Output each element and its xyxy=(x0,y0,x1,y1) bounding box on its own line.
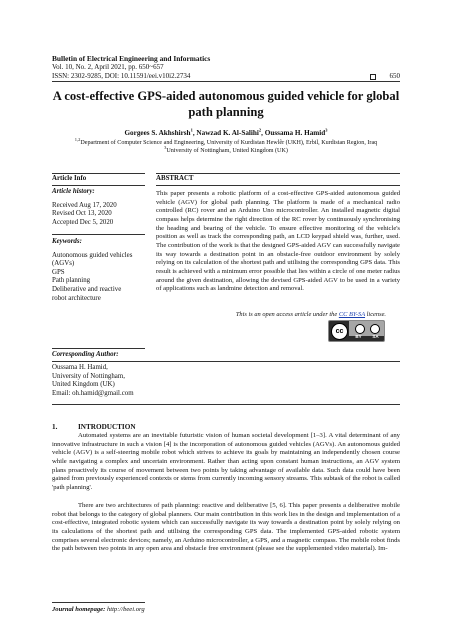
history-accepted: Accepted Dec 5, 2020 xyxy=(52,218,114,226)
journal-issn-row xyxy=(52,72,400,81)
section-number: 1. xyxy=(52,423,58,431)
badge-sa-label: SA xyxy=(372,334,379,339)
affiliation-sup: 3 xyxy=(164,144,167,150)
open-access-prefix: This is an open access article under the xyxy=(235,311,338,318)
corresponding-line: University of Nottingham, xyxy=(52,372,125,380)
abstract-rule xyxy=(156,185,400,186)
article-info-rule xyxy=(52,185,145,186)
share-alike-icon xyxy=(370,324,380,334)
by-person-icon xyxy=(355,324,365,334)
footer-rule xyxy=(52,602,145,603)
corresponding-top-rule xyxy=(52,348,145,349)
badge-labels xyxy=(350,334,384,340)
abstract-text: This paper presents a robotic platform of a cost-effective GPS-aided autonomous guided vehicle (AGV) for global path planning. The platform is made of a mechanical radio controlled (RC) rover and an Arduino Uno microcontroller. An installed magnetic digital compass helps determine the right direction of the RC rover by continuously synchronising the heading and bearing of the vehicle. To ensure effective monitoring of the vehicle's position as well as track the corresponding path, an LCD keypad shield was, further, used. The contribution of the work is that the designed GPS-aided AGV can successfully navigate its way towards a destination point in an obstacle-free outdoor environment by solely relying on its calculation of the shortest path and utilising the corresponding GPS data. This result is achieved with a minimum error possible that lies within a circle of one meter radius around the given destination, allowing the devised GPS-aided AGV to be used in a variety of applications such as landmine detection and removal. xyxy=(156,190,400,293)
abstract-top-rule xyxy=(156,173,400,174)
author-sup: 2 xyxy=(258,127,262,133)
square-icon xyxy=(370,74,376,80)
journal-issn: ISSN: 2302-9285, DOI: 10.11591/eei.v10i2.2734 xyxy=(52,72,191,80)
keyword: Path planning xyxy=(52,277,91,285)
history-label: Article history: xyxy=(52,188,95,195)
badge-by-label: BY xyxy=(355,334,362,339)
paper-title: A cost-effective GPS-aided autonomous guided vehicle for global path planning xyxy=(52,89,400,119)
corresponding-email: Email: oh.hamid@gmail.com xyxy=(52,389,134,397)
cc-logo-icon: cc xyxy=(331,323,348,340)
history-revised: Revised Oct 13, 2020 xyxy=(52,210,112,218)
corresponding-bottom-rule xyxy=(52,404,400,405)
keyword: robot architecture xyxy=(52,294,101,302)
section-title: INTRODUCTION xyxy=(78,423,136,431)
affiliation xyxy=(40,136,412,147)
cc-by-sa-badge-icon[interactable] xyxy=(328,320,385,342)
cc-license-link[interactable]: CC BY-SA xyxy=(338,311,366,318)
author-name: Nawzad K. Al-Salihi xyxy=(196,129,259,137)
author-name: Oussama H. Hamid xyxy=(264,129,326,137)
journal-homepage-link[interactable]: http://beei.org xyxy=(106,606,145,613)
corresponding-author xyxy=(52,364,252,398)
keywords-block xyxy=(52,238,145,303)
journal-name: Bulletin of Electrical Engineering and Informatics xyxy=(52,54,211,63)
keyword: GPS xyxy=(52,268,65,276)
article-info-heading: Article Info xyxy=(52,175,87,182)
article-info-top-rule xyxy=(52,173,145,174)
header-rule xyxy=(52,81,400,82)
abstract-heading: ABSTRACT xyxy=(156,175,194,182)
affiliation xyxy=(40,144,412,155)
body-paragraph: Automated systems are an inevitable futuristic vision of human societal development [1–3]. A vital determinant of any innovative infrastructure in such a vision [4] is the incorporation of autonomous guided vehicles (AGVs). An autonomous guided vehicle (AGV) is a self-steering mobile robot which strives to achieve its goals by maintaining an independently chosen course while navigating a complex and uncertain environment. Rather than acting upon constant human instructions, an AGV system plans proactively its course of movement between two points by taking advantage of available data. Such data could have been gained from previously experienced contexts or stems from currently incoming sensory streams. This subtask of the robot is called 'path planning'. xyxy=(52,432,400,491)
author-sup: 1 xyxy=(190,127,193,133)
journal-footer xyxy=(52,606,145,613)
footer-label: Journal homepage: xyxy=(52,606,106,613)
corresponding-rule xyxy=(52,361,400,362)
open-access-suffix: license. xyxy=(366,311,386,318)
journal-header xyxy=(52,54,400,81)
affiliation-sup: 1,2 xyxy=(74,136,81,142)
author-name: Gorgees S. Akhshirsh xyxy=(124,129,191,137)
corresponding-line: Oussama H. Hamid, xyxy=(52,364,108,371)
affiliation-text: Department of Computer Science and Engineering, University of Kurdistan Hewlêr (UKH), Erbil, Kurdistan Region, Iraq xyxy=(80,140,378,146)
corresponding-heading: Corresponding Author: xyxy=(52,351,119,358)
article-history xyxy=(52,188,145,227)
author-list: Gorgees S. Akhshirsh$^1$, Nawzad K. Al-Salihi$^2$, Oussama H. Hamid$^3$ xyxy=(124,127,328,137)
corresponding-line: United Kingdom (UK) xyxy=(52,381,115,389)
history-received: Received Aug 17, 2020 xyxy=(52,201,117,209)
keywords-label: Keywords: xyxy=(52,238,82,245)
section-heading xyxy=(52,423,136,431)
affiliation-text: University of Nottingham, United Kingdom (UK) xyxy=(166,148,288,154)
page-number: 650 xyxy=(389,72,400,80)
affiliation-list xyxy=(40,136,412,155)
keyword: (AGVs) xyxy=(52,260,75,268)
author-sup: 3 xyxy=(325,127,328,133)
body-paragraph: There are two architectures of path planning: reactive and deliberative [5, 6]. This paper presents a deliberative mobile robot that belongs to the category of global planners. Our main contribution in this work lies in the design and implementation of a cost-effective, integrated robotic system which can successfully navigate its way towards a destination point by solely relying on its calculations of the shortest path and utilising the corresponding GPS data. The implemented GPS-aided robotic system comprises several electronic devices; namely, an Arduino microcontroller, a GPS, and a magnetic compass. The mobile robot finds the path between two points in any open area and obstacle free environment (please see the supplemented video material). Im- xyxy=(52,502,400,553)
history-rule xyxy=(52,234,145,235)
journal-volume: Vol. 10, No. 2, April 2021, pp. 650~657 xyxy=(52,63,164,71)
keyword: Deliberative and reactive xyxy=(52,285,122,293)
page-number-group xyxy=(370,72,401,81)
open-access-note xyxy=(156,311,386,318)
keyword: Autonomous guided vehicles xyxy=(52,251,133,259)
